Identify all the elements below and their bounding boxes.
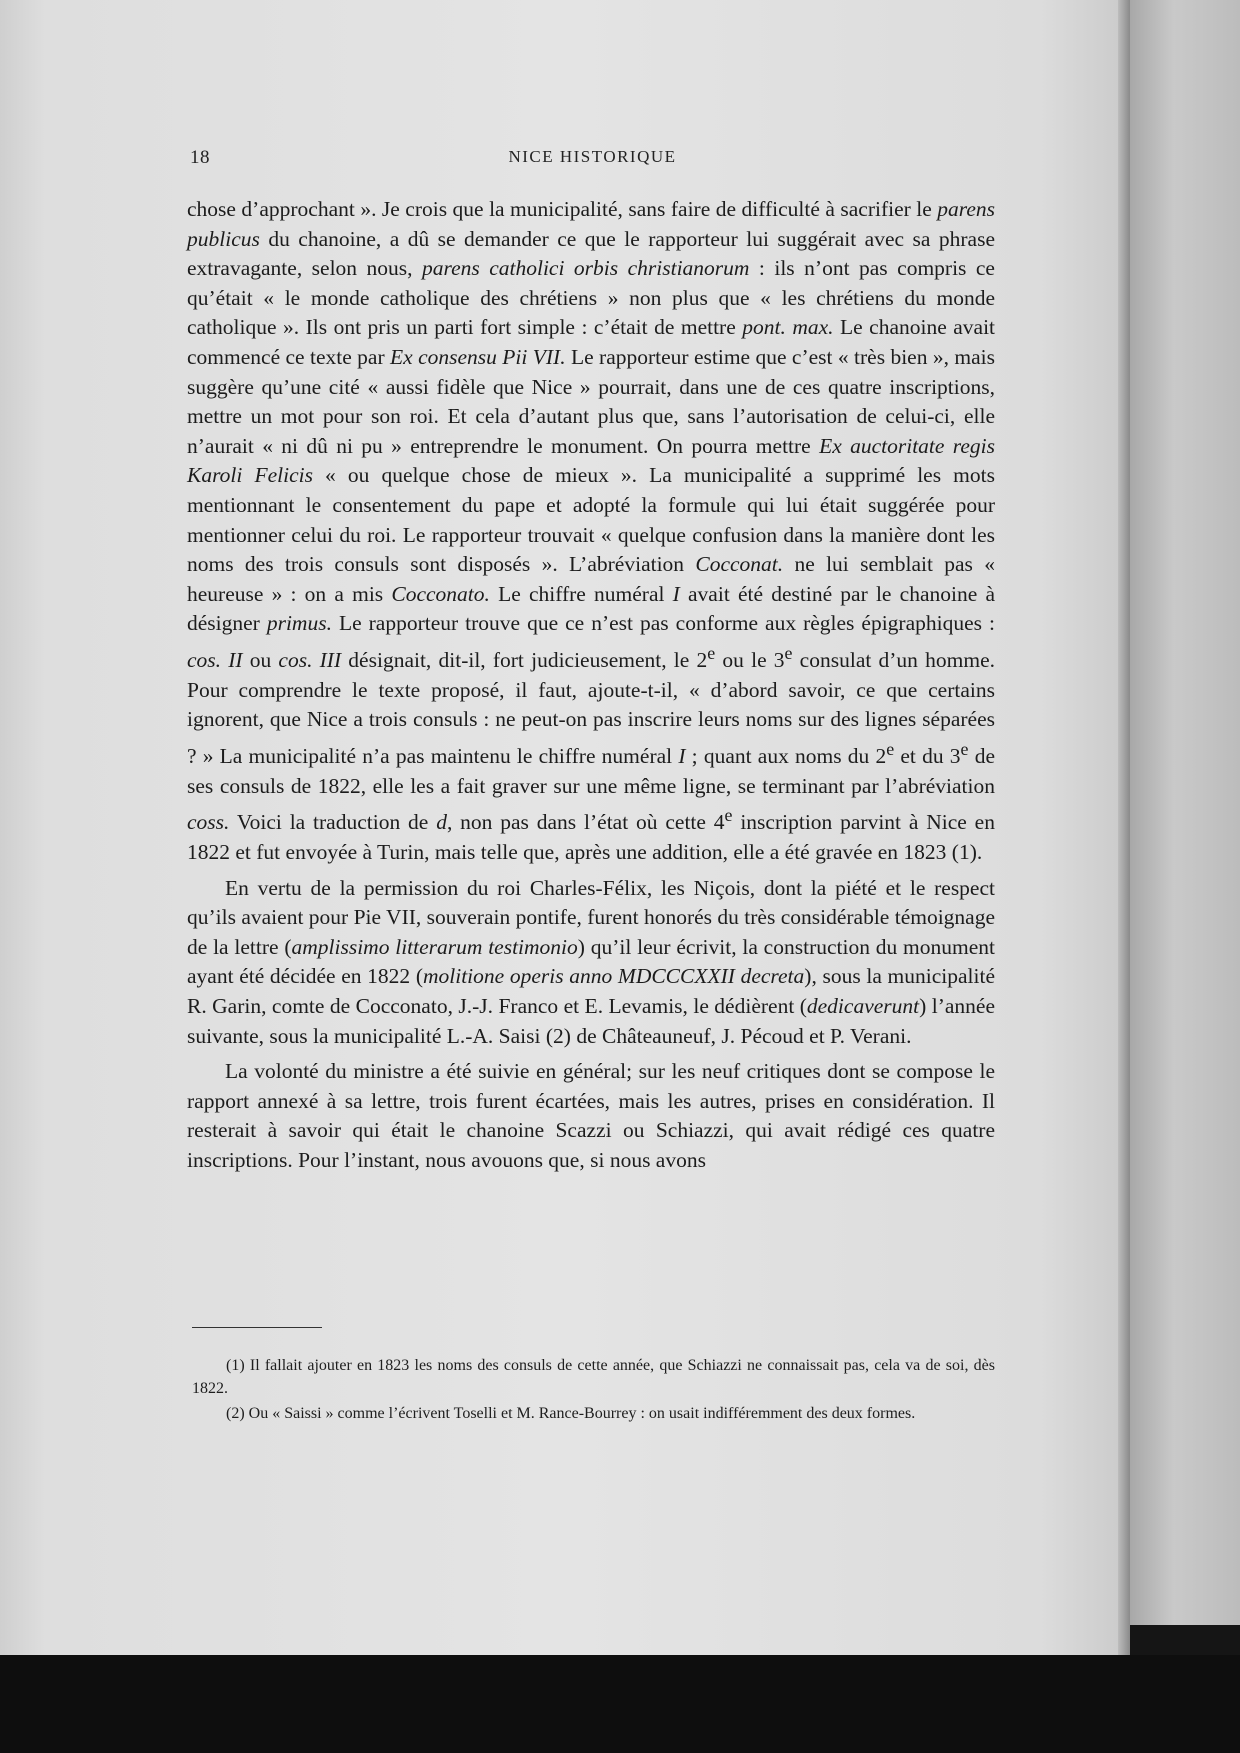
footnote-1: (1) Il fallait ajouter en 1823 les noms des consuls de cette année, que Schiazzi ne connaissait pas, cela va de soi, dès 1822. — [192, 1357, 995, 1397]
footnote-2: (2) Ou « Saissi » comme l’écrivent Toselli et M. Rance-Bourrey : on usait indifféremment des deux formes. — [226, 1405, 916, 1422]
footnote-rule — [192, 1327, 322, 1328]
scan-background — [0, 1655, 1240, 1753]
running-title: NICE HISTORIQUE — [508, 147, 677, 166]
paragraph-3: La volonté du ministre a été suivie en général; sur les neuf critiques dont se compose le rapport annexé à sa lettre, trois furent écartées, mais les autres, prises en considération. Il resterait à savoir qui était le chanoine Scazzi ou Schiazzi, qui avait rédigé ces quatre inscriptions. Pour l’instant, nous avouons que, si nous avons — [187, 1059, 995, 1172]
page-number: 18 — [190, 147, 210, 168]
adjacent-page-edge — [1130, 0, 1240, 1625]
running-header — [190, 147, 995, 171]
binding-mark — [1130, 340, 1240, 376]
binding-mark — [1130, 378, 1240, 416]
paragraph-2: En vertu de la permission du roi Charles-Félix, les Niçois, dont la piété et le respect qu’ils avaient pour Pie VII, souverain pontife, furent honorés du très considérable témoignage de la lettre (amplissimo litterarum testimonio) qu’il leur écrivit, la construction du monument ayant été décidée en 1822 (molitione operis anno MDCCCXXII decreta), sous la municipalité R. Garin, comte de Cocconato, J.-J. Franco et E. Levamis, le dédièrent (dedicaverunt) l’année suivante, sous la municipalité L.-A. Saisi (2) de Châteauneuf, J. Pécoud et P. Verani. — [187, 875, 996, 1048]
body-text — [187, 195, 995, 1175]
paragraph-1: chose d’approchant ». Je crois que la municipalité, sans faire de difficulté à sacrifier le parens publicus du chanoine, a dû se demander ce que le rapporteur lui suggérait avec sa phrase extravagante, selon nous, parens catholici orbis christianorum : ils n’ont pas compris ce qu’était « le monde catholique des chrétiens » non plus que « les chrétiens du monde catholique ». Ils ont pris un parti fort simple : c’était de mettre pont. max. Le chanoine avait commencé ce texte par Ex consensu Pii VII. Le rapporteur estime que c’est « très bien », mais suggère qu’une cité « aussi fidèle que Nice » pourrait, dans une de ces quatre inscriptions, mettre un mot pour son roi. Et cela d’autant plus que, sans l’autorisation de celui-ci, elle n’aurait « ni dû ni pu » entreprendre le monument. On pourra mettre Ex auctoritate regis Karoli Felicis « ou quelque chose de mieux ». La municipalité a supprimé les mots mentionnant le consentement du pape et adopté la formule qui lui était suggérée pour mentionner celui du roi. Le rapporteur trouvait « quelque confusion dans la manière dont les noms des trois consuls sont disposés ». L’abréviation Cocconat. ne lui semblait pas « heureuse » : on a mis Cocconato. Le chiffre numéral I avait été destiné par le chanoine à désigner primus. Le rapporteur trouve que ce n’est pas conforme aux règles épigraphiques : cos. II ou cos. III désignait, dit-il, fort judicieusement, le 2e ou le 3e consulat d’un homme. Pour comprendre le texte proposé, il faut, ajoute-t-il, « d’abord savoir, ce que certains ignorent, que Nice a trois consuls : ne peut-on pas inscrire leurs noms sur des lignes séparées ? » La municipalité n’a pas maintenu le chiffre numéral I ; quant aux noms du 2e et du 3e de ses consuls de 1822, elle les a fait graver sur une même ligne, se terminant par l’abréviation coss. Voici la traduction de d, non pas dans l’état où cette 4e inscription parvint à Nice en 1822 et fut envoyée à Turin, mais telle que, après une addition, elle a été gravée en 1823 (1). — [187, 197, 996, 864]
footnotes — [192, 1354, 995, 1427]
